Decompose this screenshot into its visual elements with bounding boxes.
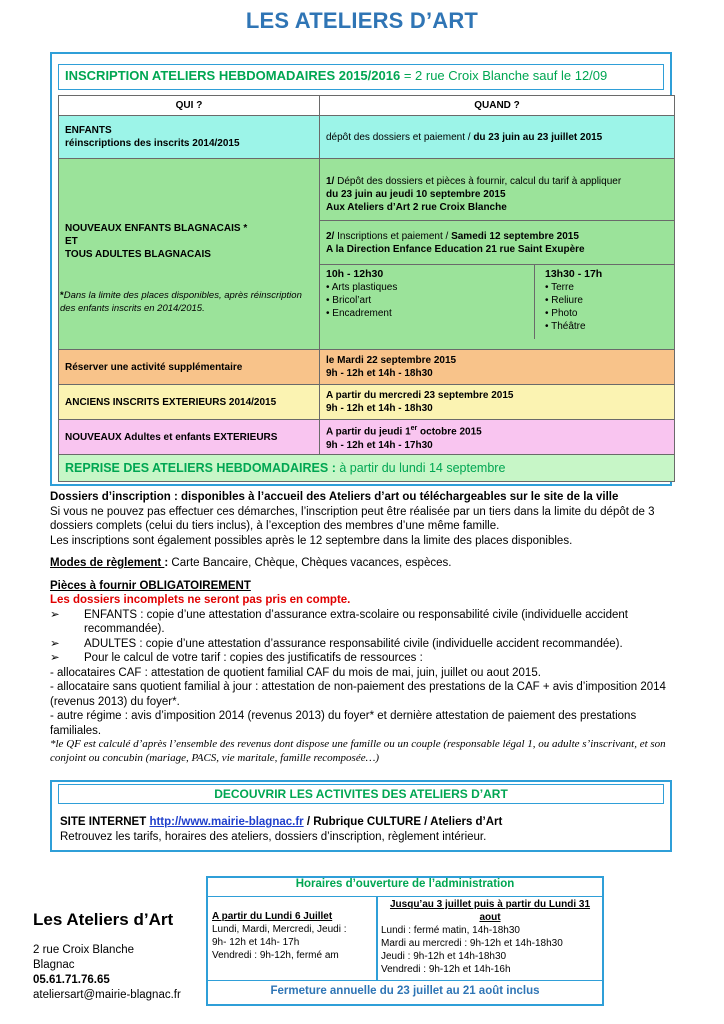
- horaires-left-line: Lundi, Mardi, Mercredi, Jeudi :: [212, 924, 347, 935]
- anc-quand-date: A partir du mercredi 23 septembre 2015: [326, 390, 514, 401]
- horaires-left-line: Vendredi : 9h-12h, fermé am: [212, 950, 339, 961]
- step1-num: 1/: [326, 176, 338, 187]
- table-row-nouveaux-exterieurs: [59, 420, 675, 455]
- slot2-item: • Théâtre: [545, 321, 586, 332]
- nadu-quand-date: [326, 422, 668, 438]
- decouvrir-heading: DECOUVRIR LES ACTIVITES DES ATELIERS D’ART: [58, 784, 664, 804]
- pieces-line: - autre régime : avis d’imposition 2014 (revenus 2013) du foyer* et dernière attestation de paiement des prestations familiales.: [50, 710, 637, 737]
- nouveaux-quand: [320, 159, 675, 350]
- sup-quand: [320, 350, 675, 385]
- slot2-item-label: Photo: [551, 308, 578, 319]
- enfants-quand-text: dépôt des dossiers et paiement /: [326, 131, 474, 143]
- enfants-qui: [59, 116, 320, 159]
- slot2-item-label: Théâtre: [551, 321, 586, 332]
- inscription-heading-title: INSCRIPTION ATELIERS HEBDOMADAIRES 2015/2016: [65, 68, 401, 83]
- inscription-table: [58, 95, 675, 482]
- nadu-date-part2: octobre 2015: [417, 426, 482, 438]
- col-quand-header: QUAND ?: [320, 96, 675, 116]
- horaires-heading: Horaires d’ouverture de l’administration: [208, 878, 602, 897]
- slot1-time: 10h - 12h30: [326, 268, 384, 280]
- nouveaux-qui-line3: TOUS ADULTES BLAGNACAIS: [65, 248, 211, 260]
- sup-quand-hours: 9h - 12h et 14h - 18h30: [326, 368, 433, 379]
- slot2-item: • Terre: [545, 282, 574, 293]
- dossiers-line1: Si vous ne pouvez pas effectuer ces démarches, l’inscription peut être réalisée par un tiers dans la limite du dépôt de 3 dossiers complets (celui du tiers inclus), à l’exception des membres d’une même famille.: [50, 505, 655, 532]
- site-rubrique: / Rubrique CULTURE / Ateliers d’Art: [303, 816, 503, 828]
- horaires-left-title: A partir du Lundi 6 Juillet: [212, 911, 333, 922]
- org-name: Les Ateliers d’Art: [33, 910, 174, 929]
- pieces-bullet: ➢ Pour le calcul de votre tarif : copies des justificatifs de ressources :: [50, 652, 423, 664]
- dossiers-heading: Dossiers d’inscription : disponibles à l’accueil des Ateliers d’art ou téléchargeables sur le site de la ville: [50, 491, 619, 503]
- pieces-note: *le QF est calculé d’après l’ensemble des revenus dont dispose une famille ou un couple (responsable légal 1, ou adulte s’inscrivant, et son conjoint ou concubin (mariage, PACS, vie maritale, famille recomposée…): [50, 738, 666, 764]
- horaires-footer: Fermeture annuelle du 23 juillet au 21 août inclus: [208, 980, 602, 1004]
- sup-qui: Réserver une activité supplémentaire: [59, 350, 320, 385]
- step2-text: Inscriptions et paiement /: [337, 231, 452, 242]
- horaires-right: [381, 898, 599, 976]
- step1-block: [320, 169, 674, 221]
- horaires-left-line: 9h- 12h et 14h- 17h: [212, 937, 300, 948]
- slot1-item: • Encadrement: [326, 308, 392, 319]
- pieces-bullet-text: ADULTES : copie d’une attestation d’assurance responsabilité civile (individuelle accident recommandée).: [84, 637, 623, 650]
- horaires-right-line: Vendredi : 9h-12h et 14h-16h: [381, 964, 511, 975]
- org-address: 2 rue Croix Blanche: [33, 944, 134, 956]
- enfants-qui-line2: réinscriptions des inscrits 2014/2015: [65, 138, 240, 149]
- table-header-row: [59, 96, 675, 116]
- step2-num: 2/: [326, 231, 338, 242]
- nouveaux-qui: [59, 159, 320, 350]
- dossiers-line2: Les inscriptions sont également possibles après le 12 septembre dans la limite des places disponibles.: [50, 534, 573, 547]
- pieces-bullet: ➢ ENFANTS : copie d’une attestation d’assurance extra-scolaire ou responsabilité civile (individuelle accident recommandée).: [50, 608, 690, 637]
- site-text: Retrouvez les tarifs, horaires des ateliers, dossiers d’inscription, règlement intérieur.: [60, 830, 487, 843]
- nadu-quand: [320, 420, 675, 455]
- horaires-right-line: Lundi : fermé matin, 14h-18h30: [381, 925, 520, 936]
- reglement-text: Carte Bancaire, Chèque, Chèques vacances, espèces.: [168, 557, 452, 569]
- table-row-enfants: [59, 116, 675, 159]
- table-row-anciens: [59, 385, 675, 420]
- anc-quand-hours: 9h - 12h et 14h - 18h30: [326, 403, 433, 414]
- reglement-line: [50, 556, 690, 571]
- slot2-item: • Photo: [545, 308, 578, 319]
- anc-qui: ANCIENS INSCRITS EXTERIEURS 2014/2015: [59, 385, 320, 420]
- pieces-line: - allocataires CAF : attestation de quotient familial CAF du mois de mai, juin, juillet ou aout 2015.: [50, 666, 541, 679]
- nouveaux-note-star: *: [60, 289, 64, 301]
- horaires-right-line: Mardi au mercredi : 9h-12h et 14h-18h30: [381, 938, 563, 949]
- step2-place: A la Direction Enfance Education 21 rue Saint Exupère: [326, 244, 585, 255]
- org-city: Blagnac: [33, 959, 75, 971]
- slot2-time: 13h30 - 17h: [545, 268, 603, 280]
- slot-afternoon: [535, 265, 608, 339]
- slot1-item-label: Bricol’art: [332, 295, 372, 306]
- nouveaux-qui-line2: ET: [65, 235, 78, 247]
- table-row-supplementaire: [59, 350, 675, 385]
- step1-text: Dépôt des dossiers et pièces à fournir, calcul du tarif à appliquer: [337, 176, 622, 187]
- org-phone: 05.61.71.76.65: [33, 974, 110, 986]
- pieces-line: - allocataire sans quotient familial à jour : attestation de non-paiement des prestations de la CAF + avis d’imposition 2014 (revenus 2013) du foyer*.: [50, 681, 666, 708]
- site-line: [60, 815, 502, 830]
- table-row-reprise: [59, 455, 675, 482]
- pieces-bullet: ➢ ADULTES : copie d’une attestation d’assurance responsabilité civile (individuelle accident recommandée).: [50, 637, 623, 650]
- reprise-label: REPRISE DES ATELIERS HEBDOMADAIRES :: [65, 461, 340, 475]
- pieces-bullet-text: Pour le calcul de votre tarif : copies des justificatifs de ressources :: [84, 652, 423, 664]
- enfants-qui-line1: ENFANTS: [65, 125, 112, 136]
- horaires-right-line: Jeudi : 9h-12h et 14h-18h30: [381, 951, 507, 962]
- slot1-item-label: Arts plastiques: [331, 282, 398, 293]
- pieces-heading: Pièces à fournir OBLIGATOIREMENT: [50, 579, 251, 592]
- step1-date: du 23 juin au jeudi 10 septembre 2015: [326, 189, 506, 200]
- table-row-nouveaux: [59, 159, 675, 350]
- slot1-item: • Bricol’art: [326, 295, 372, 306]
- reprise-date: à partir du lundi 14 septembre: [339, 461, 506, 475]
- nadu-quand-hours: 9h - 12h et 14h - 17h30: [326, 439, 433, 451]
- slot2-item-label: Terre: [551, 282, 574, 293]
- slot-morning: [320, 265, 535, 339]
- nouveaux-qui-line1: NOUVEAUX ENFANTS BLAGNACAIS *: [65, 222, 248, 234]
- anc-quand: [320, 385, 675, 420]
- pieces-warning: Les dossiers incomplets ne seront pas pris en compte.: [50, 594, 351, 606]
- reprise-cell: [59, 455, 675, 482]
- slots-block: [320, 264, 674, 339]
- decouvrir-body: [60, 815, 502, 844]
- horaires-divider: [376, 896, 378, 980]
- slot1-item-label: Encadrement: [332, 308, 392, 319]
- site-label: SITE INTERNET: [60, 816, 150, 828]
- inscription-heading-note: = 2 rue Croix Blanche sauf le 12/09: [400, 68, 608, 83]
- slot2-item: • Reliure: [545, 295, 583, 306]
- horaires-left: [212, 910, 372, 962]
- step2-block: [320, 221, 674, 264]
- step2-date: Samedi 12 septembre 2015: [451, 231, 579, 242]
- site-link[interactable]: http://www.mairie-blagnac.fr: [149, 816, 304, 828]
- step1-place: Aux Ateliers d’Art 2 rue Croix Blanche: [326, 202, 507, 213]
- horaires-right-title: Jusqu’au 3 juillet puis à partir du Lundi 31 aout: [389, 899, 591, 923]
- reglement-label: Modes de règlement: [50, 557, 165, 569]
- enfants-quand: [320, 116, 675, 159]
- nadu-date-sup: er: [410, 425, 418, 433]
- org-contact: [33, 943, 181, 1003]
- nouveaux-note: Dans la limite des places disponibles, après réinscription des enfants inscrits en 2014/2015.: [60, 289, 302, 314]
- page-title: LES ATELIERS D’ART: [245, 8, 479, 33]
- slot2-item-label: Reliure: [551, 295, 583, 306]
- nadu-date-part1: A partir du jeudi 1: [326, 426, 411, 438]
- info-section: [50, 490, 690, 765]
- col-qui-header: QUI ?: [59, 96, 320, 116]
- inscription-heading: [58, 64, 664, 90]
- reglement-colon: :: [164, 557, 169, 569]
- pieces-bullet-text: ENFANTS : copie d’une attestation d’assurance extra-scolaire ou responsabilité civile (individuelle accident recommandée).: [84, 608, 628, 635]
- sup-quand-date: le Mardi 22 septembre 2015: [326, 355, 457, 366]
- nadu-qui: NOUVEAUX Adultes et enfants EXTERIEURS: [59, 420, 320, 455]
- slot1-item: • Arts plastiques: [326, 282, 398, 293]
- org-email[interactable]: ateliersart@mairie-blagnac.fr: [33, 989, 181, 1001]
- enfants-quand-date: du 23 juin au 23 juillet 2015: [473, 131, 603, 143]
